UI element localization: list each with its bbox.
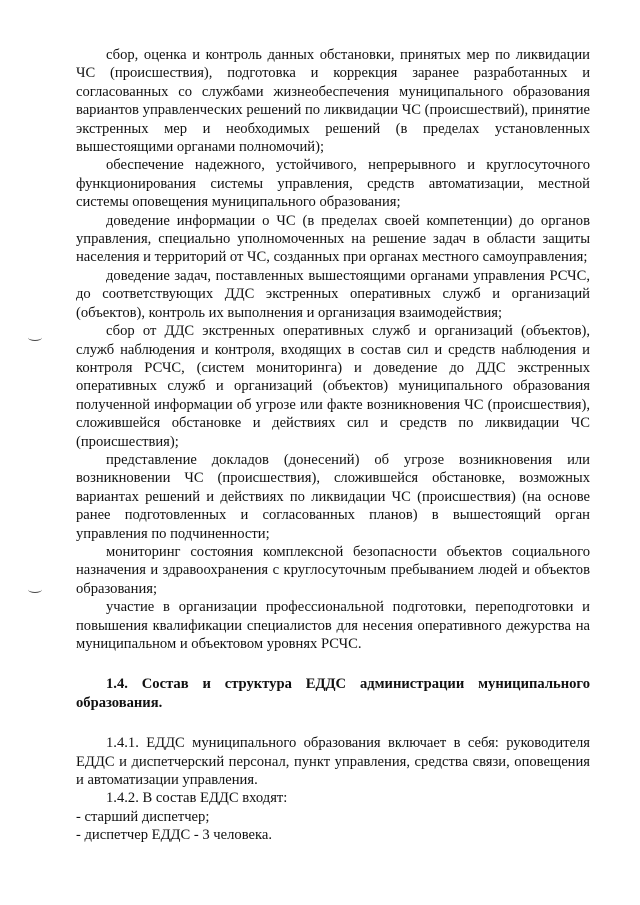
section-heading: 1.4. Состав и структура ЕДДС администрации муниципального образования. (76, 676, 590, 711)
paragraph: представление докладов (донесений) об угрозе возникновения или возникновении ЧС (происшествия), сложившейся обстановке, возможных вариантах решений и действиях по ликвидации ЧС (происшествия) (на основе ранее подготовленных и согласованных планов) в вышестоящий орган управления по подчиненности; (76, 451, 590, 542)
margin-mark (28, 586, 42, 593)
margin-mark (28, 334, 42, 341)
paragraph: обеспечение надежного, устойчивого, непрерывного и круглосуточного функционирования системы управления, средств автоматизации, местной системы оповещения муниципального образования; (76, 157, 590, 211)
paragraph: доведение информации о ЧС (в пределах своей компетенции) до органов управления, специально уполномоченных на решение задач в области защиты населения и территорий от ЧС, созданных при органах местного самоуправления; (76, 212, 590, 266)
list-item: - диспетчер ЕДДС - 3 человека. (76, 827, 272, 844)
document-page (76, 46, 590, 845)
paragraph: участие в организации профессиональной подготовки, переподготовки и повышения квалификации специалистов для несения оперативного дежурства на муниципальном и объектовом уровнях РСЧС. (76, 599, 590, 652)
list-item: - старший диспетчер; (76, 808, 210, 825)
paragraph-1-4-1: 1.4.1. ЕДДС муниципального образования включает в себя: руководителя ЕДДС и диспетчерский персонал, пункт управления, средства связи, оповещения и автоматизации управления. (76, 735, 590, 789)
paragraph: сбор, оценка и контроль данных обстановки, принятых мер по ликвидации ЧС (происшествия), подготовка и коррекция заранее разработанных и согласованных со службами жизнеобеспечения муниципального образования вариантов управленческих решений по ликвидации ЧС (происшествий), принятие экстренных мер и необходимых решений (в пределах установленных вышестоящими органами полномочий); (76, 47, 590, 156)
paragraph: сбор от ДДС экстренных оперативных служб и организаций (объектов), служб наблюдения и контроля, входящих в состав сил и средств наблюдения и контроля РСЧС, (систем мониторинга) и доведение до ДДС экстренных оперативных служб и организаций (объектов) муниципального образования полученной информации об угрозе или факте возникновения ЧС (происшествия), сложившейся обстановке и действиях сил и средств по ликвидации ЧС (происшествия); (76, 323, 590, 450)
paragraph: доведение задач, поставленных вышестоящими органами управления РСЧС, до соответствующих ДДС экстренных оперативных служб и организаций (объектов), контроль их выполнения и организация взаимодействия; (76, 267, 590, 321)
paragraph-1-4-2: 1.4.2. В состав ЕДДС входят: (106, 790, 288, 807)
paragraph: мониторинг состояния комплексной безопасности объектов социального назначения и здравоохранения с круглосуточным пребыванием людей и объектов образования; (76, 543, 590, 597)
spacer (76, 653, 590, 675)
spacer (76, 712, 590, 734)
